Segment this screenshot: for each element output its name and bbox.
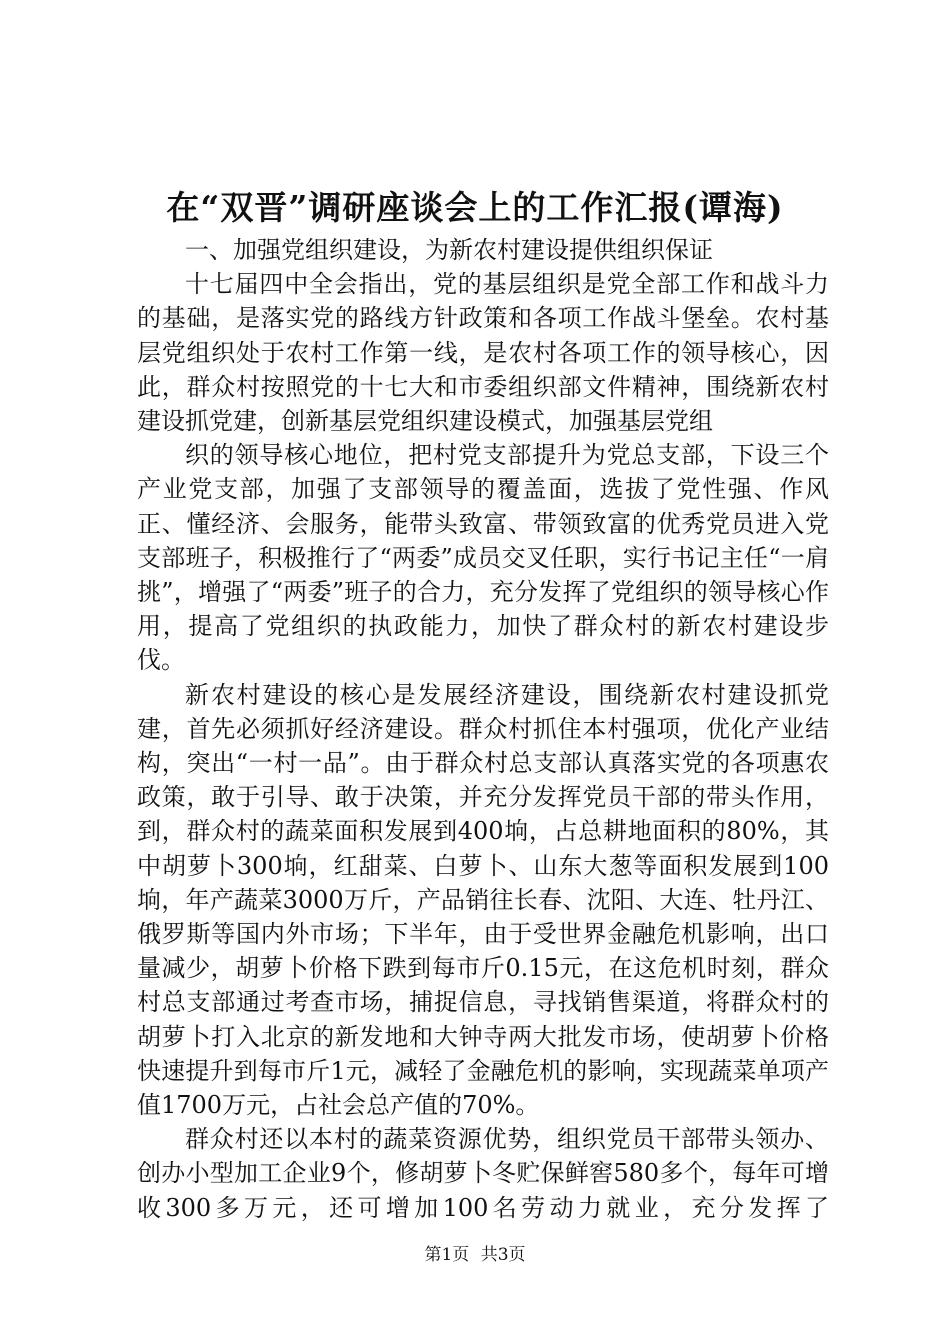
section-heading: 一、加强党组织建设，为新农村建设提供组织保证 [185,236,713,264]
document-title: 在“双晋”调研座谈会上的工作汇报(谭海) [166,188,784,227]
body-paragraph: 织的领导核心地位，把村党支部提升为党总支部，下设三个产业党支部，加强了支部领导的覆盖面，选拔了党性强、作风正、懂经济、会服务，能带头致富、带领致富的优秀党员进入党支部班子，积极推行了“两委”成员交叉任职，实行书记主任“一肩挑”，增强了“两委”班子的合力，充分发挥了党组织的领导核心作用，提高了党组织的执政能力，加快了群众村的新农村建设步伐。 [137,441,829,675]
body-paragraph: 新农村建设的核心是发展经济建设，围绕新农村建设抓党建，首先必须抓好经济建设。群众村抓住本村强项，优化产业结构，突出“一村一品”。由于群众村总支部认真落实党的各项惠农政策，敢于引导、敢于决策，并充分发挥党员干部的带头作用，到，群众村的蔬菜面积发展到400垧，占总耕地面积的80%，其中胡萝卜300垧，红甜菜、白萝卜、山东大葱等面积发展到100垧，年产蔬菜3000万斤，产品销往长春、沈阳、大连、牡丹江、俄罗斯等国内外市场；下半年，由于受世界金融危机影响，出口量减少，胡萝卜价格下跌到每市斤0.15元，在这危机时刻，群众村总支部通过考查市场，捕捉信息，寻找销售渠道，将群众村的胡萝卜打入北京的新发地和大钟寺两大批发市场，使胡萝卜价格快速提升到每市斤1元，减轻了金融危机的影响，实现蔬菜单项产值1700万元，占社会总产值的70%。 [137,680,829,1120]
body-paragraph: 群众村还以本村的蔬菜资源优势，组织党员干部带头领办、创办小型加工企业9个，修胡萝卜冬贮保鲜窖580多个，每年可增收300多万元，还可增加100名劳动力就业，充分发挥了 [137,1125,829,1222]
page-number: 第1页 [424,1245,470,1265]
page-total: 共3页 [480,1245,526,1265]
document-body [137,233,829,1225]
page-footer [0,1243,950,1267]
body-paragraph: 十七届四中全会指出，党的基层组织是党全部工作和战斗力的基础，是落实党的路线方针政策和各项工作战斗堡垒。农村基层党组织处于农村工作第一线，是农村各项工作的领导核心，因此，群众村按照党的十七大和市委组织部文件精神，围绕新农村建设抓党建，创新基层党组织建设模式，加强基层党组 [137,270,829,436]
